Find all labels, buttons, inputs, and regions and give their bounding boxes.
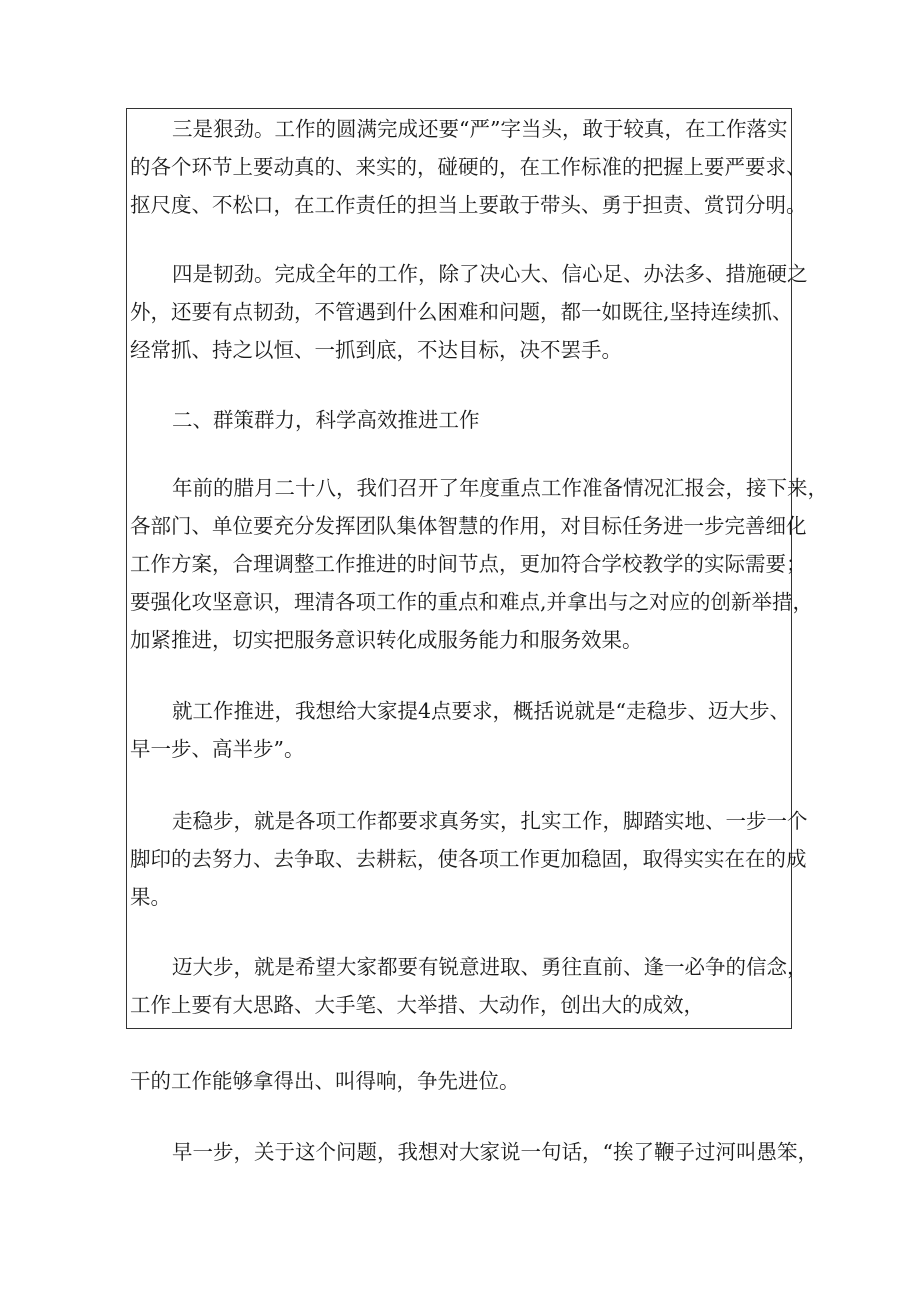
text-line: 干的工作能够拿得出、叫得响，争先进位。 bbox=[130, 1069, 520, 1093]
text-line: 早一步，关于这个问题，我想对大家说一句话，“挨了鞭子过河叫愚笨， bbox=[172, 1140, 818, 1164]
text-line: 经常抓、持之以恒、一抓到底，不达目标，决不罢手。 bbox=[130, 338, 622, 362]
text-line: 年前的腊月二十八，我们召开了年度重点工作准备情况汇报会，接下来， bbox=[172, 476, 828, 500]
text-line: 的各个环节上要动真的、来实的，碰硬的，在工作标准的把握上要严要求、 bbox=[130, 155, 807, 179]
text-line: 果。 bbox=[130, 885, 171, 909]
text-line: 要强化攻坚意识，理清各项工作的重点和难点,并拿出与之对应的创新举措， bbox=[130, 590, 814, 614]
text-line: 抠尺度、不松口，在工作责任的担当上要敢于带头、勇于担责、赏罚分明。 bbox=[130, 193, 807, 217]
section-heading: 二、群策群力，科学高效推进工作 bbox=[172, 408, 480, 432]
text-line: 各部门、单位要充分发挥团队集体智慧的作用，对目标任务进一步完善细化 bbox=[130, 514, 807, 538]
text-line: 工作方案，合理调整工作推进的时间节点，更加符合学校教学的实际需要； bbox=[130, 552, 807, 576]
text-line: 迈大步，就是希望大家都要有锐意进取、勇往直前、逢一必争的信念， bbox=[172, 955, 808, 979]
text-line: 四是韧劲。完成全年的工作，除了决心大、信心足、办法多、措施硬之 bbox=[172, 262, 808, 286]
text-line: 工作上要有大思路、大手笔、大举措、大动作，创出大的成效， bbox=[130, 993, 704, 1017]
text-line: 走稳步，就是各项工作都要求真务实，扎实工作，脚踏实地、一步一个 bbox=[172, 809, 808, 833]
text-line: 脚印的去努力、去争取、去耕耘，使各项工作更加稳固，取得实实在在的成 bbox=[130, 847, 807, 871]
text-line: 加紧推进，切实把服务意识转化成服务能力和服务效果。 bbox=[130, 628, 643, 652]
text-line: 三是狠劲。工作的圆满完成还要“严”字当头，敢于较真，在工作落实 bbox=[172, 117, 788, 141]
text-line: 早一步、高半步”。 bbox=[130, 737, 305, 761]
text-line: 外，还要有点韧劲，不管遇到什么困难和问题，都一如既往,坚持连续抓、 bbox=[130, 300, 793, 324]
text-line: 就工作推进，我想给大家提4点要求，概括说就是“走稳步、迈大步、 bbox=[172, 699, 791, 723]
